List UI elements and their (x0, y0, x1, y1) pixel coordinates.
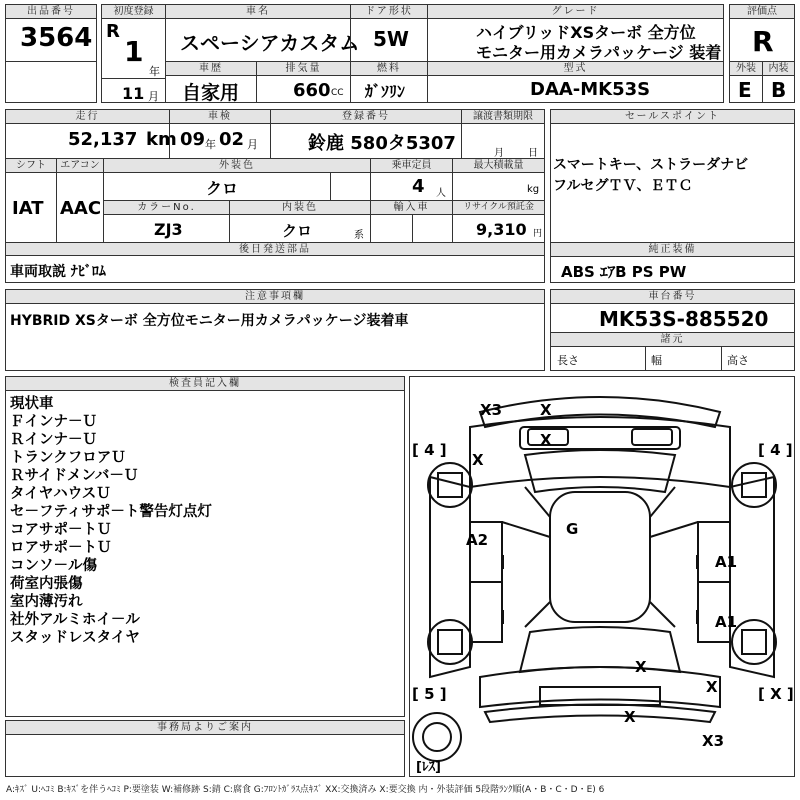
dim-length: 長さ (557, 354, 579, 367)
load-label: 最大積載量 (453, 159, 544, 173)
spare-tire-mark: [ﾚｽ] (416, 760, 441, 775)
ext-grade: E (738, 78, 752, 102)
ac-label: エアコン (57, 159, 103, 173)
color-no-value: ZJ3 (154, 220, 183, 239)
score-value: R (752, 25, 774, 58)
era: R (106, 21, 120, 42)
car-outline-svg (410, 377, 794, 776)
sales-box (550, 109, 795, 256)
int-color-unit: 系 (354, 230, 364, 241)
model-box (427, 61, 724, 103)
fuel-value: ｶﾞｿﾘﾝ (365, 82, 406, 101)
capacity-value: 4 (412, 176, 425, 197)
name-label: 車名 (166, 5, 350, 19)
color-label: 外装色 (104, 159, 370, 173)
caution-box (5, 289, 545, 371)
chassis-value: MK53S-885520 (599, 307, 769, 331)
vehicle-info-block (5, 109, 545, 256)
inspector-note-line: トランクフロアＵ (10, 450, 126, 466)
mark-x-rear-bumper: X (624, 708, 636, 726)
insp-year-unit: 年 (205, 138, 216, 151)
dim-height: 高さ (727, 354, 749, 367)
tire-front-left: [ 4 ] (412, 441, 447, 459)
inspector-note-line: スタッドレスタイヤ (10, 630, 140, 646)
disp-unit: CC (331, 88, 344, 98)
transfer-label: 譲渡書類期限 (462, 110, 544, 124)
inspector-note-line: Ｒインナ－Ｕ (10, 432, 97, 448)
mileage-value: 52,137 (68, 129, 138, 150)
shift-label: シフト (6, 159, 56, 173)
inspector-note-line: ロアサポ－トＵ (10, 540, 112, 556)
inspector-note-line: セ－フティサポ－ト警告灯点灯 (10, 504, 212, 520)
model-label: 型式 (428, 62, 723, 76)
tire-rear-right: [ X ] (758, 685, 794, 703)
inspector-note-line: タイヤハウスＵ (10, 486, 111, 502)
mark-x-bumper: X (540, 401, 552, 419)
door-label: ドア形状 (351, 5, 427, 19)
mileage-label: 走行 (6, 110, 169, 124)
inspector-note-line: 現状車 (10, 396, 54, 412)
insp-month: 02 (219, 129, 245, 150)
lot-blank (5, 61, 97, 103)
inspector-label: 検査員記入欄 (6, 377, 404, 391)
dims-label: 諸元 (551, 332, 794, 347)
first-reg-box (101, 4, 166, 103)
int-grade: B (771, 78, 787, 102)
mark-x-fender: X (472, 451, 484, 469)
caution-value: HYBRID XSターボ 全方位モニター用カメラパッケージ装着車 (10, 313, 409, 329)
fuel-label: 燃料 (351, 62, 427, 76)
sales-label: セールスポイント (551, 110, 794, 124)
grade-line1: ハイブリッドXSターボ 全方位 (476, 23, 696, 42)
later-parts-value: 車両取説 ﾅﾋﾞﾛﾑ (10, 264, 106, 280)
mark-a1-door-rear: A1 (715, 613, 738, 631)
first-reg-year: 1 (124, 35, 144, 68)
damage-diagram (409, 376, 795, 777)
mark-x3-front: X3 (480, 401, 503, 419)
int-color-value: クロ (282, 222, 313, 240)
car-name: スペーシアカスタム (180, 31, 360, 55)
color-no-label: カラーNo. (104, 201, 229, 215)
history-label: 車歴 (166, 62, 256, 76)
inspector-notes (10, 395, 212, 647)
transfer-month-unit: 月 (494, 148, 504, 159)
capacity-unit: 人 (436, 188, 446, 199)
name-box (165, 4, 360, 62)
int-color-label: 内装色 (230, 201, 370, 215)
inspector-note-line: Ｆインナ－Ｕ (10, 414, 97, 430)
lot-number: 3564 (20, 23, 93, 53)
disp-box (256, 61, 351, 103)
plate-label: 登録番号 (271, 110, 461, 124)
inspector-box (5, 376, 405, 717)
capacity-label: 乗車定員 (371, 159, 452, 173)
mark-x3-rear: X3 (702, 732, 725, 750)
first-reg-month: 11 (122, 84, 145, 103)
later-parts-label: 後日発送部品 (6, 243, 544, 256)
mark-g-windshield: G (566, 520, 579, 538)
recycle-value: 9,310 (476, 220, 527, 239)
mileage-unit: km (146, 129, 177, 150)
score-label: 評価点 (730, 5, 794, 19)
caution-label: 注意事項欄 (6, 290, 544, 304)
mark-x-rear: X (635, 658, 647, 676)
ext-label: 外装 (730, 62, 762, 76)
later-parts-box (5, 255, 545, 283)
sales-line2: フルセグＴＶ、ＥＴＣ (553, 178, 693, 194)
inspector-note-line: コンソ－ル傷 (10, 558, 97, 574)
history-value: 自家用 (182, 82, 240, 104)
history-box (165, 61, 257, 103)
grade-box (427, 4, 724, 62)
mark-x-rear-corner: X (706, 678, 718, 696)
disp-value: 660 (293, 80, 331, 101)
first-reg-label: 初度登録 (102, 5, 165, 19)
office-box (5, 720, 405, 777)
insp-month-unit: 月 (247, 138, 258, 151)
int-label: 内装 (763, 62, 794, 76)
disp-label: 排気量 (257, 62, 350, 76)
plate-value: 鈴鹿 580タ5307 (308, 133, 456, 154)
recycle-unit: 円 (533, 229, 543, 239)
mark-a1-door-front: A1 (715, 553, 738, 571)
tire-front-right: [ 4 ] (758, 441, 793, 459)
inspector-note-line: 社外アルミホイ－ル (10, 612, 140, 628)
mark-x-grille: X (540, 431, 552, 449)
sales-line1: スマートキー、ストラーダナビ (553, 157, 749, 173)
insp-year: 09 (180, 129, 206, 150)
grade-label: グレード (428, 5, 723, 19)
ac-value: AAC (60, 198, 102, 219)
tire-rear-left: [ 5 ] (412, 685, 447, 703)
dim-width: 幅 (651, 354, 662, 367)
month-unit: 月 (148, 90, 159, 103)
shift-value: IAT (12, 198, 44, 219)
inspector-note-line: 室内薄汚れ (10, 594, 83, 610)
legend: A:ｷｽﾞ U:ﾍｺﾐ B:ｷｽﾞを伴うﾍｺﾐ P:要塗装 W:補修跡 S:錆 C:腐食 G:ﾌﾛﾝﾄｶﾞﾗｽ点ｷｽﾞ XX:交換済み X:要交換 内・外装評価 5段階ﾗﾝｸ順(A・B・C・D・E) 6 (6, 785, 605, 795)
import-label: 輸入車 (371, 201, 452, 215)
door-type: 5W (373, 27, 409, 51)
office-label: 事務局よりご案内 (6, 721, 404, 735)
transfer-day-unit: 日 (528, 148, 538, 159)
chassis-box (550, 289, 795, 371)
door-box (350, 4, 428, 62)
chassis-label: 車台番号 (551, 290, 794, 304)
grade-line2: モニター用カメラパッケージ 装着 (476, 43, 722, 62)
equip-value: ABS ｴｱB PS PW (561, 263, 687, 281)
mark-a2: A2 (466, 531, 489, 549)
model-value: DAA-MK53S (530, 79, 651, 100)
score-box (729, 4, 795, 62)
inspector-note-line: 荷室内張傷 (10, 576, 83, 592)
recycle-label: リサイクル預託金 (453, 201, 544, 215)
year-unit: 年 (149, 65, 160, 78)
load-unit: kg (527, 184, 540, 195)
equip-label: 純正装備 (551, 243, 794, 257)
lot-box (5, 4, 97, 62)
inspector-note-line: Ｒサイドメンバ－Ｕ (10, 468, 139, 484)
inspector-note-line: コアサポ－トＵ (10, 522, 112, 538)
int-box (762, 61, 795, 103)
lot-label: 出品番号 (6, 5, 96, 19)
equip-box (550, 242, 795, 283)
ext-box (729, 61, 763, 103)
fuel-box (350, 61, 428, 103)
color-value: クロ (206, 179, 239, 198)
inspection-label: 車検 (170, 110, 270, 124)
